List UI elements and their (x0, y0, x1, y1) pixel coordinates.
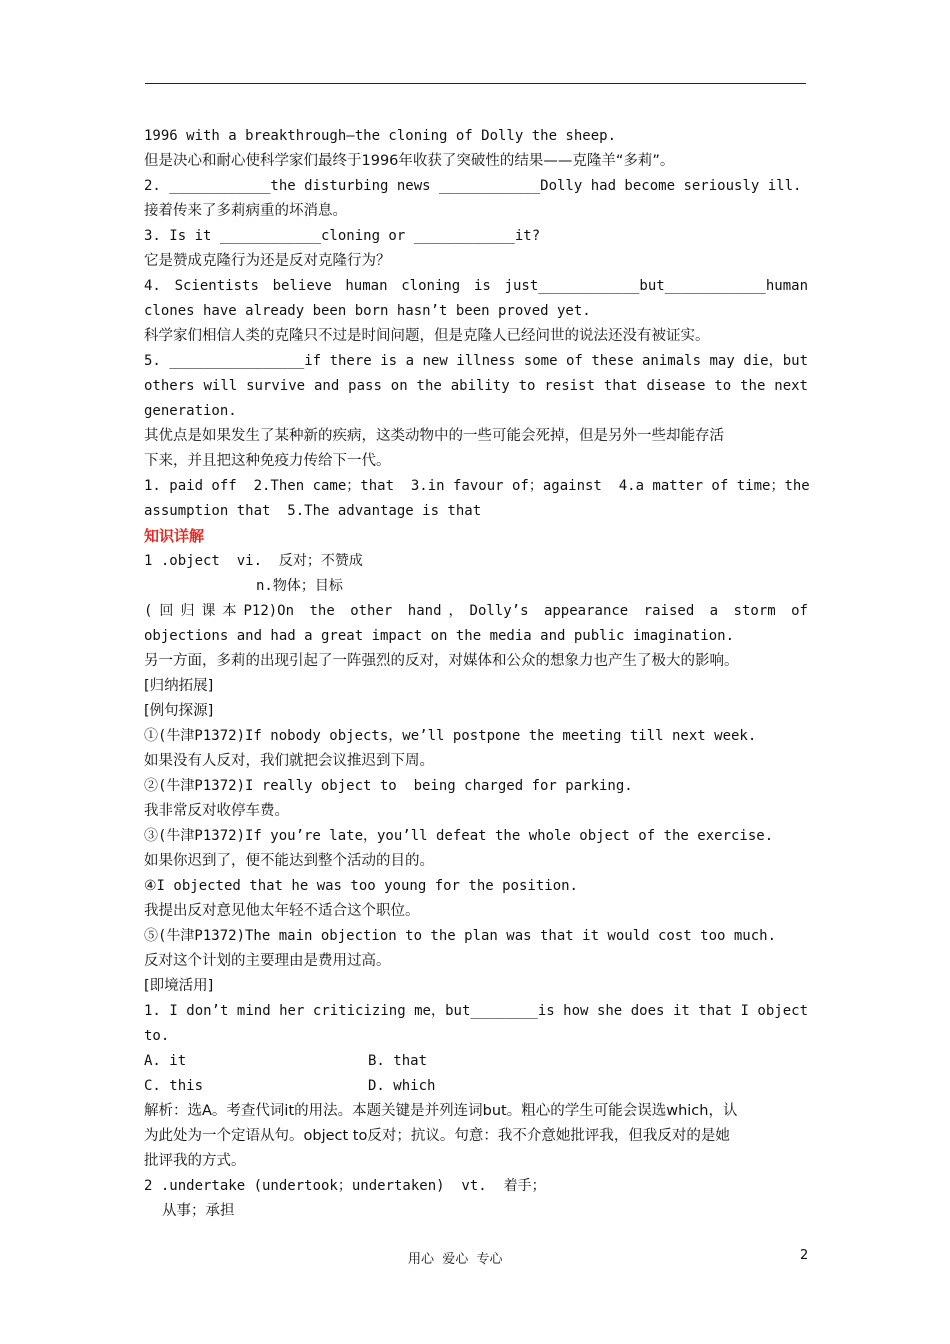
translation-line: 我非常反对收停车费。 (144, 803, 289, 819)
exercise-line: generation. (144, 403, 237, 419)
translation-line: 接着传来了多莉病重的坏消息。 (144, 203, 347, 219)
question-line: 1. I don’t mind her criticizing me，but________is how she does it that I object (144, 1003, 808, 1019)
example-sentence: ③(牛津P1372)If you’re late，you’ll defeat the whole object of the exercise. (144, 828, 774, 844)
option-row (144, 1074, 808, 1099)
translation-line: 下来，并且把这种免疫力传给下一代。 (144, 453, 391, 469)
exercise-line: 5. ________________if there is a new illness some of these animals may die，but (144, 353, 808, 369)
subheading: [归纳拓展] (144, 678, 214, 694)
analysis-line: 批评我的方式。 (144, 1153, 246, 1169)
page-footer (0, 1248, 950, 1268)
example-line: objections and had a great impact on the media and public imagination. (144, 628, 735, 644)
page-number: 2 (800, 1248, 809, 1263)
translation-line: 我提出反对意见他太年轻不适合这个职位。 (144, 903, 420, 919)
exercise-line: others will survive and pass on the ability to resist that disease to the next (144, 378, 808, 394)
example-line: (回归课本P12)On the other hand，Dolly’s appearance raised a storm of (144, 603, 808, 619)
example-sentence: ④I objected that he was too young for the position. (144, 878, 578, 894)
example-sentence: ②(牛津P1372)I really object to being charged for parking. (144, 778, 633, 794)
document-body (144, 124, 808, 1224)
translation-line: 其优点是如果发生了某种新的疾病，这类动物中的一些可能会死掉，但是另外一些却能存活 (144, 428, 724, 444)
answer-line: 1. paid off 2.Then came；that 3.in favour of；against 4.a matter of time；the (144, 478, 810, 494)
exercise-line: 2. ____________the disturbing news ____________Dolly had become seriously ill. (144, 178, 802, 194)
vocab-sense: n.物体；目标 (256, 578, 343, 594)
translation-line: 但是决心和耐心使科学家们最终于1996年收获了突破性的结果——克隆羊“多莉”。 (144, 153, 675, 169)
footer-slogan: 用心 爱心 专心 (408, 1252, 503, 1267)
vocab-entry: 1 .object vi. 反对；不赞成 (144, 553, 363, 569)
translation-line: 反对这个计划的主要理由是费用过高。 (144, 953, 391, 969)
analysis-line: 为此处为一个定语从句。object to反对；抗议。句意：我不介意她批评我，但我反对的是她 (144, 1128, 730, 1144)
subheading: [例句探源] (144, 703, 214, 719)
header-rule (145, 83, 806, 84)
exercise-line: 3. Is it ____________cloning or ____________it? (144, 228, 541, 244)
option-d: D. which (368, 1078, 436, 1094)
option-b: B. that (368, 1053, 428, 1069)
translation-line: 另一方面，多莉的出现引起了一阵强烈的反对，对媒体和公众的想象力也产生了极大的影响。 (144, 653, 739, 669)
text-line: 1996 with a breakthrough—the cloning of Dolly the sheep. (144, 128, 617, 144)
answer-line: assumption that 5.The advantage is that (144, 503, 482, 519)
translation-line: 科学家们相信人类的克隆只不过是时间问题，但是克隆人已经问世的说法还没有被证实。 (144, 328, 710, 344)
section-heading: 知识详解 (144, 527, 205, 545)
translation-line: 如果你迟到了，便不能达到整个活动的目的。 (144, 853, 434, 869)
exercise-line: 4. Scientists believe human cloning is just____________but____________human (144, 278, 808, 294)
example-sentence: ⑤(牛津P1372)The main objection to the plan was that it would cost too much. (144, 928, 777, 944)
translation-line: 它是赞成克隆行为还是反对克隆行为？ (144, 253, 391, 269)
translation-line: 如果没有人反对，我们就把会议推迟到下周。 (144, 753, 434, 769)
example-sentence: ①(牛津P1372)If nobody objects，we’ll postpone the meeting till next week. (144, 728, 757, 744)
analysis-line: 解析：选A。考查代词it的用法。本题关键是并列连词but。粗心的学生可能会误选which，认 (144, 1103, 738, 1119)
option-a: A. it (144, 1053, 187, 1069)
option-c: C. this (144, 1078, 204, 1094)
question-line: to. (144, 1028, 170, 1044)
vocab-entry: 2 .undertake (undertook；undertaken) vt. 着手； (144, 1178, 546, 1194)
exercise-line: clones have already been born hasn’t been proved yet. (144, 303, 591, 319)
option-row (144, 1049, 808, 1074)
vocab-sense: 从事；承担 (162, 1203, 235, 1219)
subheading: [即境活用] (144, 978, 214, 994)
